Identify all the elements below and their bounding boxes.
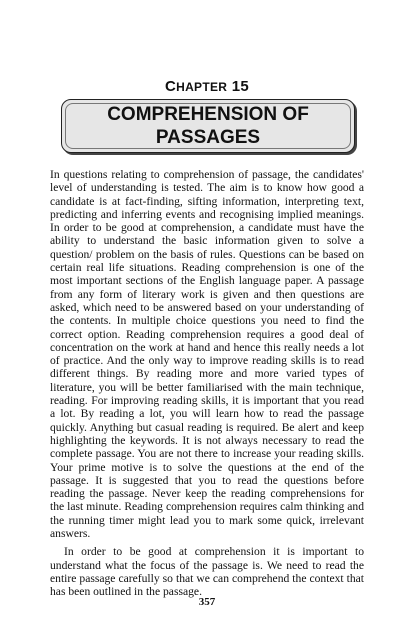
paragraph-1: In questions relating to comprehension of passage, the candidates' level of understanding is tested. The aim is to know how good a candidate is at fact-finding, sifting information, interpreting text, predicting and inferring events and recognising implied meanings. In order to be good at comprehension, a candidate must have the ability to understand the basic information given to solve a question/ problem on the basis of rules. Questions can be based on certain real life situations. Reading comprehension is one of the most important sections of the English language paper. A passage from any form of literary work is given and then questions are asked, which need to be answered based on your understanding of the contents. In multiple choice questions you need to find the correct option. Reading comprehension requires a good deal of concentration on the work at hand and hence this really needs a lot of practice. And the only way to improve reading skills is to read different things. By reading more and more varied types of literature, you will be better familiarised with the main technique, reading. For improving reading skills, it is important that you read a lot. By reading a lot, you will learn how to read the passage quickly. Anything but casual reading is required. Be alert and keep highlighting the keywords. It is not always necessary to read the complete passage. You are not there to increase your reading skills. Your prime motive is to solve the questions at the end of the passage. It is suggested that you to read the questions before reading the passage. Never keep the reading comprehensions for the last minute. Reading comprehension requires calm thinking and the running timer might lead you to mark some quick, irrelevant answers. bbox=[50, 168, 364, 541]
chapter-title: COMPREHENSION OF PASSAGES bbox=[107, 104, 309, 148]
chapter-label-initial: C bbox=[164, 78, 177, 95]
paragraph-2: In order to be good at comprehension it is important to understand what the focus of the passage is. We need to read the entire passage carefully so that we can comprehend the context that has been outlined in the passage. bbox=[50, 545, 364, 599]
chapter-title-box bbox=[61, 99, 355, 153]
body-text bbox=[50, 168, 364, 599]
chapter-label bbox=[0, 78, 414, 95]
chapter-label-rest: HAPTER bbox=[176, 80, 228, 94]
chapter-number: 15 bbox=[231, 78, 250, 95]
page-number: 357 bbox=[198, 596, 216, 608]
